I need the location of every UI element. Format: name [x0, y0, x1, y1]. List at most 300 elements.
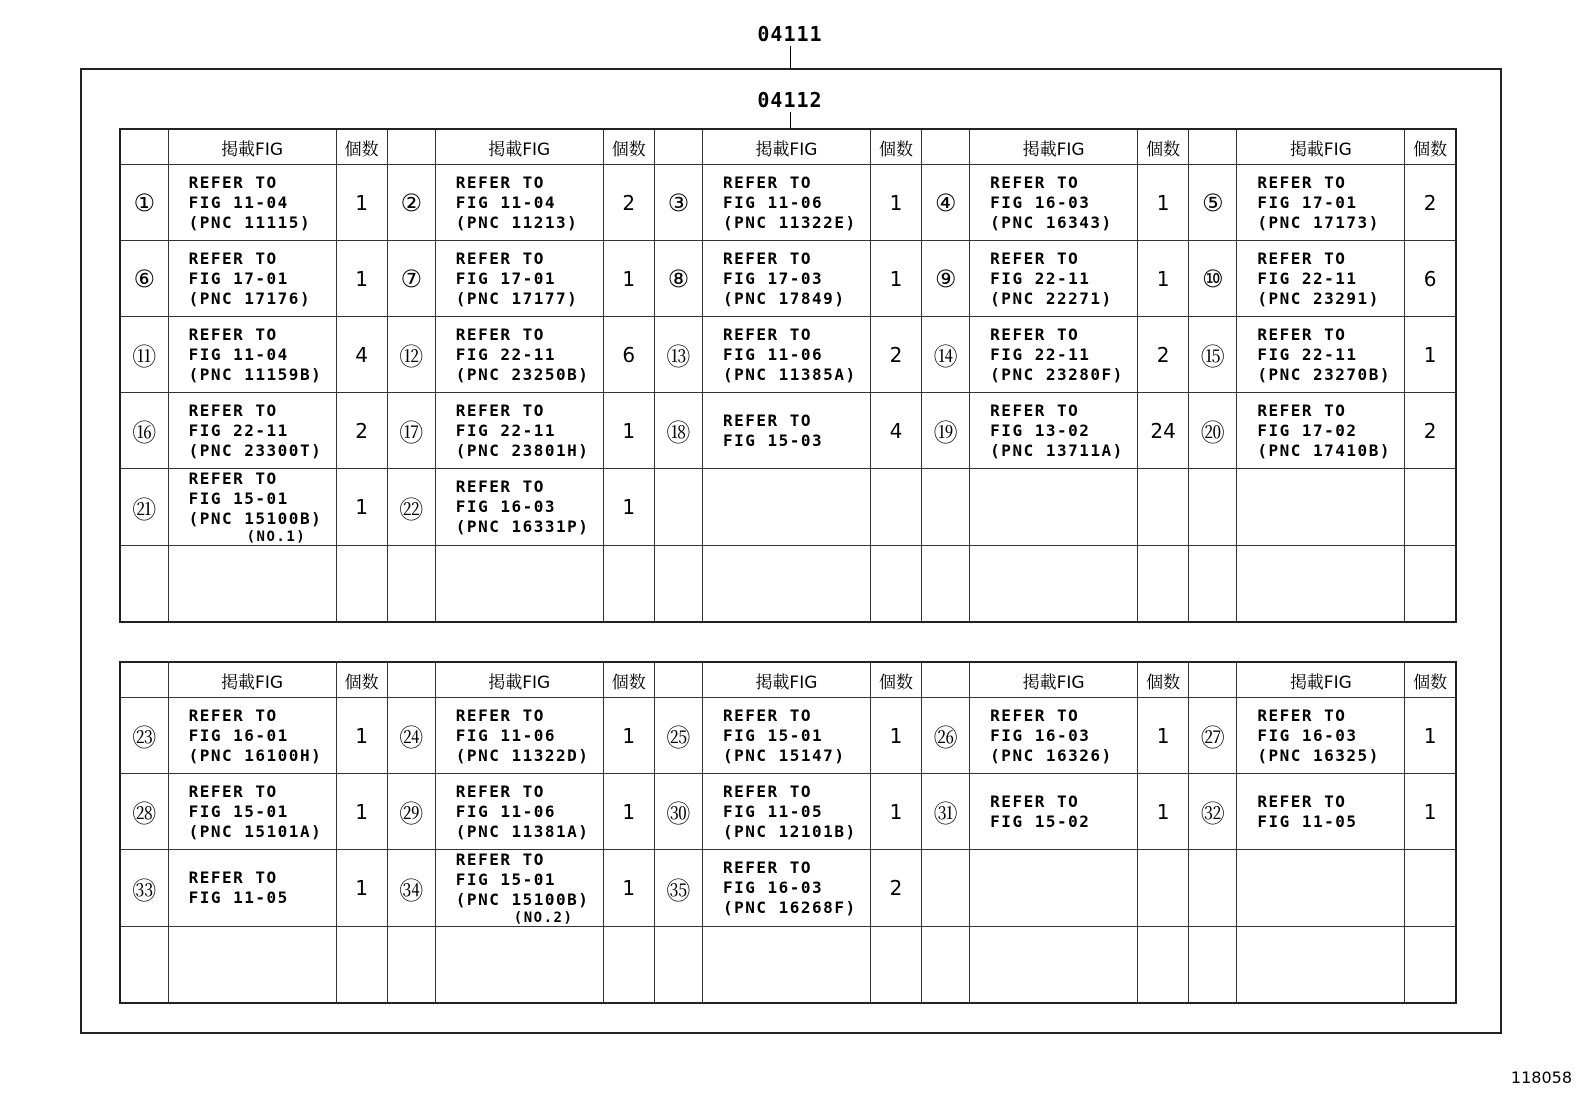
header-qty: 個数 — [870, 129, 921, 165]
reference-cell — [168, 393, 336, 469]
reference-line: REFER TO — [722, 248, 813, 268]
item-number: ㉛ — [922, 774, 970, 850]
table-row — [120, 698, 1456, 774]
reference-cell — [1237, 546, 1405, 623]
reference-cell — [168, 165, 336, 241]
item-number — [1189, 469, 1237, 546]
reference-line: FIG 15-02 — [990, 811, 1091, 831]
reference-cell — [1237, 165, 1405, 241]
reference-cell — [1237, 317, 1405, 393]
reference-line: FIG 22-11 — [1257, 268, 1358, 288]
reference-line: REFER TO — [455, 248, 545, 268]
item-number: ① — [120, 165, 168, 241]
reference-line: REFER TO — [188, 868, 278, 887]
reference-cell — [970, 927, 1138, 1004]
header-index-cell — [387, 129, 435, 165]
table-row — [120, 774, 1456, 850]
item-number — [387, 546, 435, 623]
header-index-cell — [922, 129, 970, 165]
reference-line: REFER TO — [990, 791, 1080, 811]
reference-line: (PNC 16268F) — [722, 898, 857, 917]
header-fig: 掲載FIG — [1237, 129, 1405, 165]
reference-line: (PNC 17849) — [722, 288, 846, 308]
reference-cell — [168, 469, 336, 546]
reference-cell — [435, 850, 603, 927]
header-fig: 掲載FIG — [168, 129, 336, 165]
reference-cell — [168, 850, 336, 927]
quantity-cell: 1 — [336, 469, 387, 546]
reference-line: (PNC 13711A) — [990, 440, 1124, 460]
item-number: ⑥ — [120, 241, 168, 317]
quantity-cell: 1 — [1138, 774, 1189, 850]
reference-line: (PNC 23250B) — [455, 364, 590, 384]
header-fig: 掲載FIG — [1237, 662, 1405, 698]
reference-line: FIG 11-04 — [188, 192, 289, 212]
reference-line: (PNC 17176) — [188, 288, 312, 308]
reference-line: (PNC 23801H) — [455, 440, 590, 460]
table-row — [120, 546, 1456, 623]
reference-line: FIG 17-01 — [1257, 192, 1358, 212]
quantity-cell — [1138, 927, 1189, 1004]
table-row — [120, 317, 1456, 393]
reference-line: (PNC 16343) — [990, 212, 1113, 232]
item-number: ⑲ — [922, 393, 970, 469]
reference-line: FIG 16-01 — [188, 725, 289, 745]
item-number: ⑨ — [922, 241, 970, 317]
quantity-cell: 2 — [870, 317, 921, 393]
reference-cell — [702, 850, 870, 927]
item-number — [654, 927, 702, 1004]
subassembly-leader-line — [790, 112, 791, 128]
quantity-cell — [1405, 850, 1456, 927]
reference-line: FIG 11-06 — [722, 344, 824, 364]
reference-cell — [1237, 774, 1405, 850]
item-number: ③ — [654, 165, 702, 241]
reference-cell — [970, 698, 1138, 774]
item-number — [1189, 546, 1237, 623]
item-number: ㉑ — [120, 469, 168, 546]
reference-cell — [970, 469, 1138, 546]
reference-cell — [1237, 241, 1405, 317]
reference-line: REFER TO — [990, 172, 1080, 192]
header-index-cell — [1189, 129, 1237, 165]
item-number: ㉕ — [654, 698, 702, 774]
item-number — [1189, 850, 1237, 927]
reference-line: FIG 17-01 — [455, 268, 556, 288]
reference-cell — [702, 393, 870, 469]
assembly-number: 04111 — [757, 22, 823, 46]
quantity-cell — [1405, 927, 1456, 1004]
header-fig: 掲載FIG — [970, 662, 1138, 698]
reference-line: REFER TO — [722, 172, 813, 192]
reference-line: (PNC 11381A) — [455, 821, 590, 841]
quantity-cell: 1 — [336, 698, 387, 774]
quantity-cell: 1 — [603, 393, 654, 469]
reference-line: FIG 22-11 — [188, 420, 289, 440]
reference-line: (PNC 12101B) — [722, 821, 857, 841]
item-number: ㉒ — [387, 469, 435, 546]
header-index-cell — [922, 662, 970, 698]
item-number: ⑦ — [387, 241, 435, 317]
header-row — [120, 129, 1456, 165]
quantity-cell: 1 — [603, 774, 654, 850]
parts-reference-table-1 — [119, 128, 1457, 623]
reference-cell — [435, 698, 603, 774]
assembly-leader-line — [790, 46, 791, 68]
item-number: ㉓ — [120, 698, 168, 774]
figure-id: 118058 — [1510, 1068, 1572, 1087]
quantity-cell: 2 — [1138, 317, 1189, 393]
reference-line: REFER TO — [455, 781, 545, 801]
quantity-cell: 1 — [1405, 317, 1456, 393]
reference-cell — [702, 165, 870, 241]
reference-cell — [702, 469, 870, 546]
header-fig: 掲載FIG — [702, 662, 870, 698]
reference-line: (PNC 23270B) — [1257, 364, 1391, 384]
quantity-cell: 1 — [1405, 774, 1456, 850]
reference-note: (NO.2) — [513, 910, 574, 926]
reference-line: REFER TO — [188, 324, 278, 344]
reference-line: FIG 22-11 — [455, 420, 556, 440]
header-fig: 掲載FIG — [435, 662, 603, 698]
reference-line: FIG 11-04 — [455, 192, 556, 212]
reference-cell — [970, 241, 1138, 317]
reference-line: REFER TO — [990, 324, 1080, 344]
item-number: ㉙ — [387, 774, 435, 850]
item-number: ⑮ — [1189, 317, 1237, 393]
reference-line: (PNC 11322D) — [455, 745, 590, 765]
item-number — [654, 546, 702, 623]
reference-line: (PNC 22271) — [990, 288, 1113, 308]
reference-cell — [168, 317, 336, 393]
quantity-cell: 1 — [336, 850, 387, 927]
quantity-cell: 6 — [603, 317, 654, 393]
header-qty: 個数 — [870, 662, 921, 698]
reference-cell — [168, 698, 336, 774]
table-row — [120, 927, 1456, 1004]
reference-line: (PNC 16100H) — [188, 745, 323, 765]
item-number — [1189, 927, 1237, 1004]
reference-cell — [1237, 393, 1405, 469]
reference-line: FIG 11-04 — [188, 344, 289, 364]
header-qty: 個数 — [1405, 662, 1456, 698]
reference-line: REFER TO — [455, 324, 545, 344]
reference-cell — [702, 774, 870, 850]
reference-line: FIG 22-11 — [990, 344, 1091, 364]
quantity-cell: 2 — [336, 393, 387, 469]
reference-line: FIG 16-03 — [455, 497, 556, 516]
reference-line: FIG 11-05 — [722, 801, 824, 821]
reference-cell — [168, 927, 336, 1004]
quantity-cell — [1405, 546, 1456, 623]
header-fig: 掲載FIG — [168, 662, 336, 698]
header-qty: 個数 — [336, 129, 387, 165]
quantity-cell — [336, 546, 387, 623]
quantity-cell: 1 — [603, 850, 654, 927]
reference-line: FIG 11-06 — [722, 192, 824, 212]
item-number: ⑩ — [1189, 241, 1237, 317]
reference-line: FIG 15-01 — [188, 801, 289, 821]
item-number: ㉖ — [922, 698, 970, 774]
reference-line: REFER TO — [990, 248, 1080, 268]
reference-line: REFER TO — [722, 858, 813, 877]
quantity-cell — [1138, 850, 1189, 927]
reference-line: FIG 16-03 — [722, 878, 824, 897]
item-number: ⑪ — [120, 317, 168, 393]
reference-line: FIG 17-02 — [1257, 420, 1358, 440]
header-fig: 掲載FIG — [970, 129, 1138, 165]
quantity-cell — [870, 927, 921, 1004]
reference-line: REFER TO — [1257, 248, 1347, 268]
quantity-cell — [603, 546, 654, 623]
reference-line: REFER TO — [1257, 791, 1347, 811]
reference-line: (PNC 17410B) — [1257, 440, 1391, 460]
quantity-cell: 4 — [870, 393, 921, 469]
reference-cell — [1237, 469, 1405, 546]
reference-cell — [168, 546, 336, 623]
reference-cell — [970, 546, 1138, 623]
quantity-cell: 2 — [870, 850, 921, 927]
quantity-cell — [1405, 469, 1456, 546]
reference-line: FIG 15-01 — [722, 725, 824, 745]
item-number: ⑱ — [654, 393, 702, 469]
quantity-cell: 1 — [870, 241, 921, 317]
reference-line: FIG 15-03 — [722, 430, 824, 450]
reference-cell — [435, 241, 603, 317]
reference-cell — [970, 317, 1138, 393]
reference-line: FIG 22-11 — [1257, 344, 1358, 364]
quantity-cell — [336, 927, 387, 1004]
quantity-cell: 4 — [336, 317, 387, 393]
reference-line: FIG 15-01 — [188, 489, 289, 508]
reference-line: FIG 16-03 — [990, 725, 1091, 745]
quantity-cell — [603, 927, 654, 1004]
table-row — [120, 469, 1456, 546]
reference-line: REFER TO — [188, 400, 278, 420]
reference-cell — [168, 774, 336, 850]
item-number — [922, 850, 970, 927]
reference-line: (PNC 23280F) — [990, 364, 1124, 384]
reference-line: REFER TO — [188, 248, 278, 268]
reference-line: (PNC 11159B) — [188, 364, 323, 384]
reference-line: FIG 16-03 — [990, 192, 1091, 212]
quantity-cell — [1138, 546, 1189, 623]
reference-line: REFER TO — [722, 410, 813, 430]
item-number: ⑬ — [654, 317, 702, 393]
header-fig: 掲載FIG — [702, 129, 870, 165]
reference-cell — [435, 774, 603, 850]
reference-line: (PNC 11213) — [455, 212, 579, 232]
reference-line: FIG 13-02 — [990, 420, 1091, 440]
reference-line: REFER TO — [455, 850, 545, 869]
reference-line: REFER TO — [722, 705, 813, 725]
item-number: ㉘ — [120, 774, 168, 850]
item-number: ㉜ — [1189, 774, 1237, 850]
reference-cell — [1237, 850, 1405, 927]
reference-line: (PNC 11322E) — [722, 212, 857, 232]
reference-note: (NO.1) — [246, 529, 307, 545]
reference-line: (PNC 23291) — [1257, 288, 1380, 308]
item-number: ⑫ — [387, 317, 435, 393]
quantity-cell: 6 — [1405, 241, 1456, 317]
table-row — [120, 241, 1456, 317]
reference-cell — [702, 698, 870, 774]
reference-line: REFER TO — [1257, 324, 1347, 344]
quantity-cell: 2 — [1405, 165, 1456, 241]
quantity-cell: 1 — [1138, 165, 1189, 241]
reference-line: FIG 15-01 — [455, 870, 556, 889]
reference-cell — [435, 546, 603, 623]
header-qty: 個数 — [336, 662, 387, 698]
item-number: ⑧ — [654, 241, 702, 317]
header-index-cell — [387, 662, 435, 698]
reference-line: FIG 16-03 — [1257, 725, 1358, 745]
reference-line: (PNC 11385A) — [722, 364, 857, 384]
reference-line: FIG 11-06 — [455, 801, 556, 821]
item-number: ㉗ — [1189, 698, 1237, 774]
item-number: ④ — [922, 165, 970, 241]
item-number — [387, 927, 435, 1004]
reference-line: FIG 11-05 — [1257, 811, 1358, 831]
header-qty: 個数 — [1138, 129, 1189, 165]
item-number: ㉞ — [387, 850, 435, 927]
header-index-cell — [654, 129, 702, 165]
quantity-cell: 1 — [603, 469, 654, 546]
reference-line: FIG 11-05 — [188, 888, 289, 907]
reference-line: (PNC 15100B) — [455, 890, 590, 909]
header-qty: 個数 — [603, 662, 654, 698]
quantity-cell: 2 — [1405, 393, 1456, 469]
item-number: ⑭ — [922, 317, 970, 393]
reference-line: (PNC 15147) — [722, 745, 846, 765]
item-number: ⑳ — [1189, 393, 1237, 469]
reference-line: (PNC 11115) — [188, 212, 312, 232]
header-index-cell — [1189, 662, 1237, 698]
reference-cell — [970, 393, 1138, 469]
item-number — [922, 546, 970, 623]
reference-line: REFER TO — [455, 705, 545, 725]
reference-line: REFER TO — [455, 172, 545, 192]
reference-cell — [970, 774, 1138, 850]
reference-line: REFER TO — [1257, 400, 1347, 420]
table-row — [120, 165, 1456, 241]
reference-line: (PNC 16326) — [990, 745, 1113, 765]
reference-cell — [435, 469, 603, 546]
reference-cell — [702, 927, 870, 1004]
item-number — [120, 546, 168, 623]
reference-line: REFER TO — [1257, 172, 1347, 192]
item-number: ㉝ — [120, 850, 168, 927]
item-number: ⑰ — [387, 393, 435, 469]
reference-cell — [1237, 927, 1405, 1004]
reference-line: (PNC 17177) — [455, 288, 579, 308]
reference-line: REFER TO — [455, 400, 545, 420]
reference-cell — [435, 317, 603, 393]
reference-cell — [970, 165, 1138, 241]
item-number: ㉚ — [654, 774, 702, 850]
reference-line: REFER TO — [188, 172, 278, 192]
reference-line: REFER TO — [990, 705, 1080, 725]
reference-line: FIG 17-03 — [722, 268, 824, 288]
quantity-cell — [870, 546, 921, 623]
item-number: ㉔ — [387, 698, 435, 774]
header-index-cell — [654, 662, 702, 698]
quantity-cell: 1 — [603, 241, 654, 317]
subassembly-number: 04112 — [757, 88, 823, 112]
quantity-cell: 1 — [336, 241, 387, 317]
reference-line: FIG 22-11 — [990, 268, 1091, 288]
reference-cell — [1237, 698, 1405, 774]
item-number: ② — [387, 165, 435, 241]
reference-line: (PNC 15100B) — [188, 509, 323, 528]
quantity-cell: 24 — [1138, 393, 1189, 469]
reference-line: (PNC 16331P) — [455, 517, 590, 536]
quantity-cell: 1 — [870, 698, 921, 774]
reference-line: FIG 22-11 — [455, 344, 556, 364]
reference-line: FIG 17-01 — [188, 268, 289, 288]
quantity-cell: 1 — [1405, 698, 1456, 774]
reference-line: FIG 11-06 — [455, 725, 556, 745]
reference-line: REFER TO — [188, 781, 278, 801]
reference-line: REFER TO — [1257, 705, 1347, 725]
parts-reference-table-2 — [119, 661, 1457, 1004]
reference-line: REFER TO — [990, 400, 1080, 420]
header-fig: 掲載FIG — [435, 129, 603, 165]
table-row — [120, 393, 1456, 469]
reference-cell — [435, 927, 603, 1004]
quantity-cell: 1 — [336, 165, 387, 241]
header-qty: 個数 — [1138, 662, 1189, 698]
reference-line: REFER TO — [455, 477, 545, 496]
table-row — [120, 850, 1456, 927]
quantity-cell: 1 — [1138, 241, 1189, 317]
reference-line: (PNC 17173) — [1257, 212, 1380, 232]
item-number — [120, 927, 168, 1004]
quantity-cell — [1138, 469, 1189, 546]
quantity-cell: 1 — [870, 774, 921, 850]
header-index-cell — [120, 662, 168, 698]
reference-cell — [435, 165, 603, 241]
quantity-cell: 1 — [1138, 698, 1189, 774]
reference-line: REFER TO — [188, 705, 278, 725]
reference-line: REFER TO — [722, 324, 813, 344]
quantity-cell: 2 — [603, 165, 654, 241]
reference-cell — [702, 317, 870, 393]
reference-cell — [435, 393, 603, 469]
reference-line: (PNC 23300T) — [188, 440, 323, 460]
reference-line: REFER TO — [188, 469, 278, 488]
reference-line: REFER TO — [722, 781, 813, 801]
item-number: ㉟ — [654, 850, 702, 927]
header-qty: 個数 — [1405, 129, 1456, 165]
quantity-cell — [870, 469, 921, 546]
header-index-cell — [120, 129, 168, 165]
item-number — [922, 927, 970, 1004]
item-number: ⑯ — [120, 393, 168, 469]
item-number — [922, 469, 970, 546]
reference-cell — [168, 241, 336, 317]
header-row — [120, 662, 1456, 698]
reference-cell — [702, 241, 870, 317]
reference-cell — [970, 850, 1138, 927]
item-number: ⑤ — [1189, 165, 1237, 241]
reference-line: (PNC 16325) — [1257, 745, 1380, 765]
item-number — [654, 469, 702, 546]
header-qty: 個数 — [603, 129, 654, 165]
quantity-cell: 1 — [336, 774, 387, 850]
reference-line: (PNC 15101A) — [188, 821, 323, 841]
reference-cell — [702, 546, 870, 623]
